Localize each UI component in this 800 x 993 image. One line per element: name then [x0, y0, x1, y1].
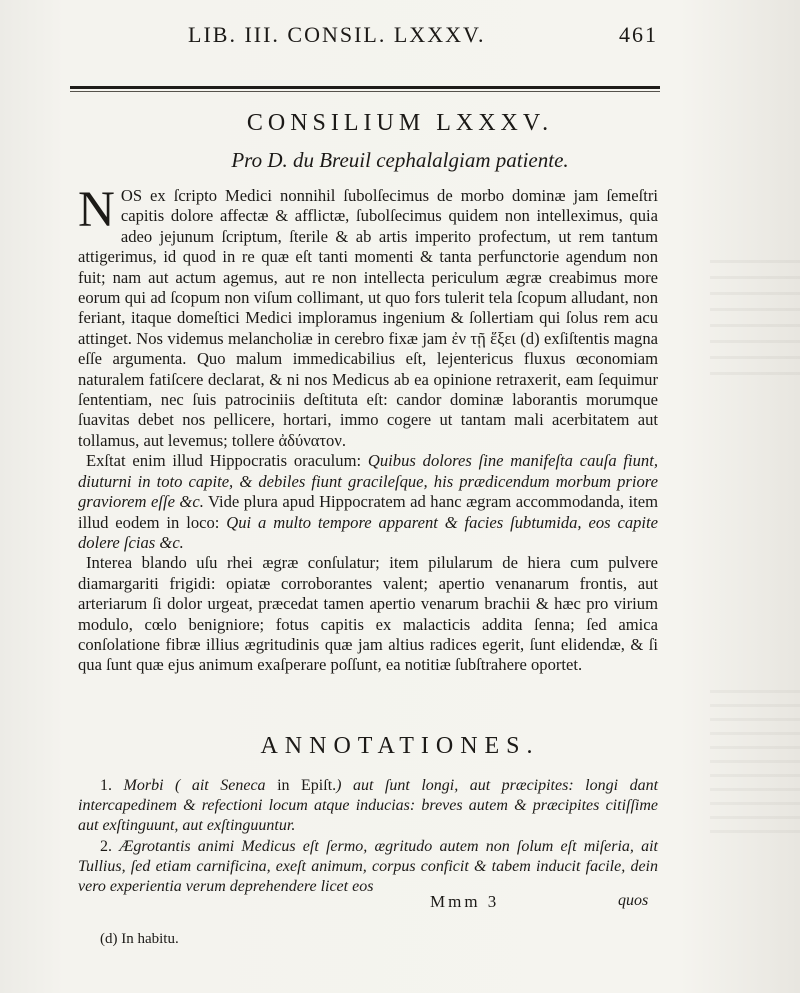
annotations [78, 776, 658, 897]
paragraph-1 [78, 182, 658, 451]
annotation-1-text-b: ( ait Seneca [163, 777, 278, 794]
annotations-heading: ANNOTATIONES. [260, 733, 540, 759]
chapter-heading: CONSILIUM LXXXV. [246, 110, 554, 136]
annotation-2-text: Ægrotantis animi Medicus eſt ſermo, ægritudo autem non ſolum eſt miſeria, ait Tullius, ſed etiam carnificina, exeſt animum, corpus conficit & tabem inducit facile, dein vero experientia verum deprehendere licet eos [78, 837, 659, 896]
page-number: 461 [619, 22, 658, 47]
annotation-1-source: in Epiſt. [277, 777, 337, 794]
header-rule [70, 86, 660, 89]
annotation-2-number: 2. [100, 837, 112, 855]
main-text [78, 182, 658, 676]
annotation-1-number: 1. [100, 777, 112, 794]
annotation-1 [78, 776, 658, 837]
paragraph-2-text-a: Exſtat enim illud Hippocratis oraculum: [86, 451, 368, 471]
paragraph-3-text: Interea blando uſu rhei ægræ conſulatur; item pilularum de hiera cum pulvere diamargariti frigidi: opiatæ corroborantes valent; apertio venanarum frontis, aut arteriarum ſi dolor urgeat, præcedat tamen apertio venarum brachii & hæc pro virium modulo, cœlo benigniore; fotus capitis ex malacticis addita ſenna; ſed amica conſolatione fibræ illius ægritudinis quæ jam altius radices egerit, ſunt elidendæ, & ſi qua ſunt quæ ejus animum exaſperare poſſunt, ea notitiæ ſubſtrahere oportet. [78, 553, 658, 675]
annotation-1-text-a: Morbi [123, 777, 164, 794]
paragraph-2-text-c: Vide plura apud Hippocratem ad hanc ægram accommodanda, item illud eodem in loco: [78, 492, 658, 532]
show-through-text [710, 690, 800, 840]
annotation-2 [78, 837, 658, 898]
running-head [188, 22, 658, 52]
annotation-1-text-d: ) aut ſunt longi, aut præcipites: longi dant intercapedinem & refectioni locum atque inducias: breves autem & præcipites citiſſime aut exſtinguunt, aut exſtinguuntur. [78, 777, 659, 835]
paragraph-1-text: OS ex ſcripto Medici nonnihil ſubolſecimus de morbo dominæ jam ſemeſtri capitis dolore affectæ & afflictæ, ſubolſecimus quidem non intelleximus, quia adeo jejunum ſcriptum, ſterile & ab artis imperito profectum, ut rem tantum attigerimus, id quod in re quæ eſt tanti momenti & tanta perfunctorie agendum non fuit; nam aut actum agemus, aut re non intellecta periculum ægræ creabimus more eorum qui ad ſcopum non viſum collimant, ut quo fors tulerit tela ſcopum alludant, non feriant, itaque domeſtici Medici imploramus ingenium & ſollertiam qui ſolus rem acu attinget. Nos videmus melancholiæ in cerebro fixæ jam ἐν τῇ ἕξει (d) exſiſtentis magna eſſe argumenta. Quo malum immedicabilius eſt, lejentericus fluxus œconomiam naturalem fatiſcere declarat, & ni nos Medicus ab ea opinione retraxerit, eam ſequimur ſententiam, nec ſuis patrociniis deſtituta eſt: candor dominæ laborantis morumque ſuavitas debet nos pellicere, hortari, immo cogere ut tantam mali acerbitatem aut tollamus, aut levemus; tollere ἀδύνατον. [78, 186, 658, 450]
catchword: quos [618, 892, 649, 909]
paragraph-2 [78, 451, 658, 553]
footnote: (d) In habitu. [100, 931, 179, 947]
running-head-title: LIB. III. CONSIL. LXXXV. [188, 22, 486, 47]
header-rule-thin [70, 91, 660, 92]
signature-mark: Mmm 3 [430, 892, 500, 911]
paragraph-2-quote-b: Qui a multo tempore apparent & facies ſubtumida, eos capite dolere ſcias &c. [78, 512, 658, 552]
paragraph-2-quote-a: Quibus dolores ſine manifeſta cauſa fiunt, diuturni in toto capite, & debiles fiunt gracileſque, his prædicendum morbum priore graviorem eſſe &c. [78, 451, 658, 512]
paragraph-3 [78, 553, 658, 675]
chapter-subheading: Pro D. du Breuil cephalalgiam patiente. [231, 148, 569, 172]
show-through-text [710, 260, 800, 380]
drop-cap: N [78, 182, 115, 238]
